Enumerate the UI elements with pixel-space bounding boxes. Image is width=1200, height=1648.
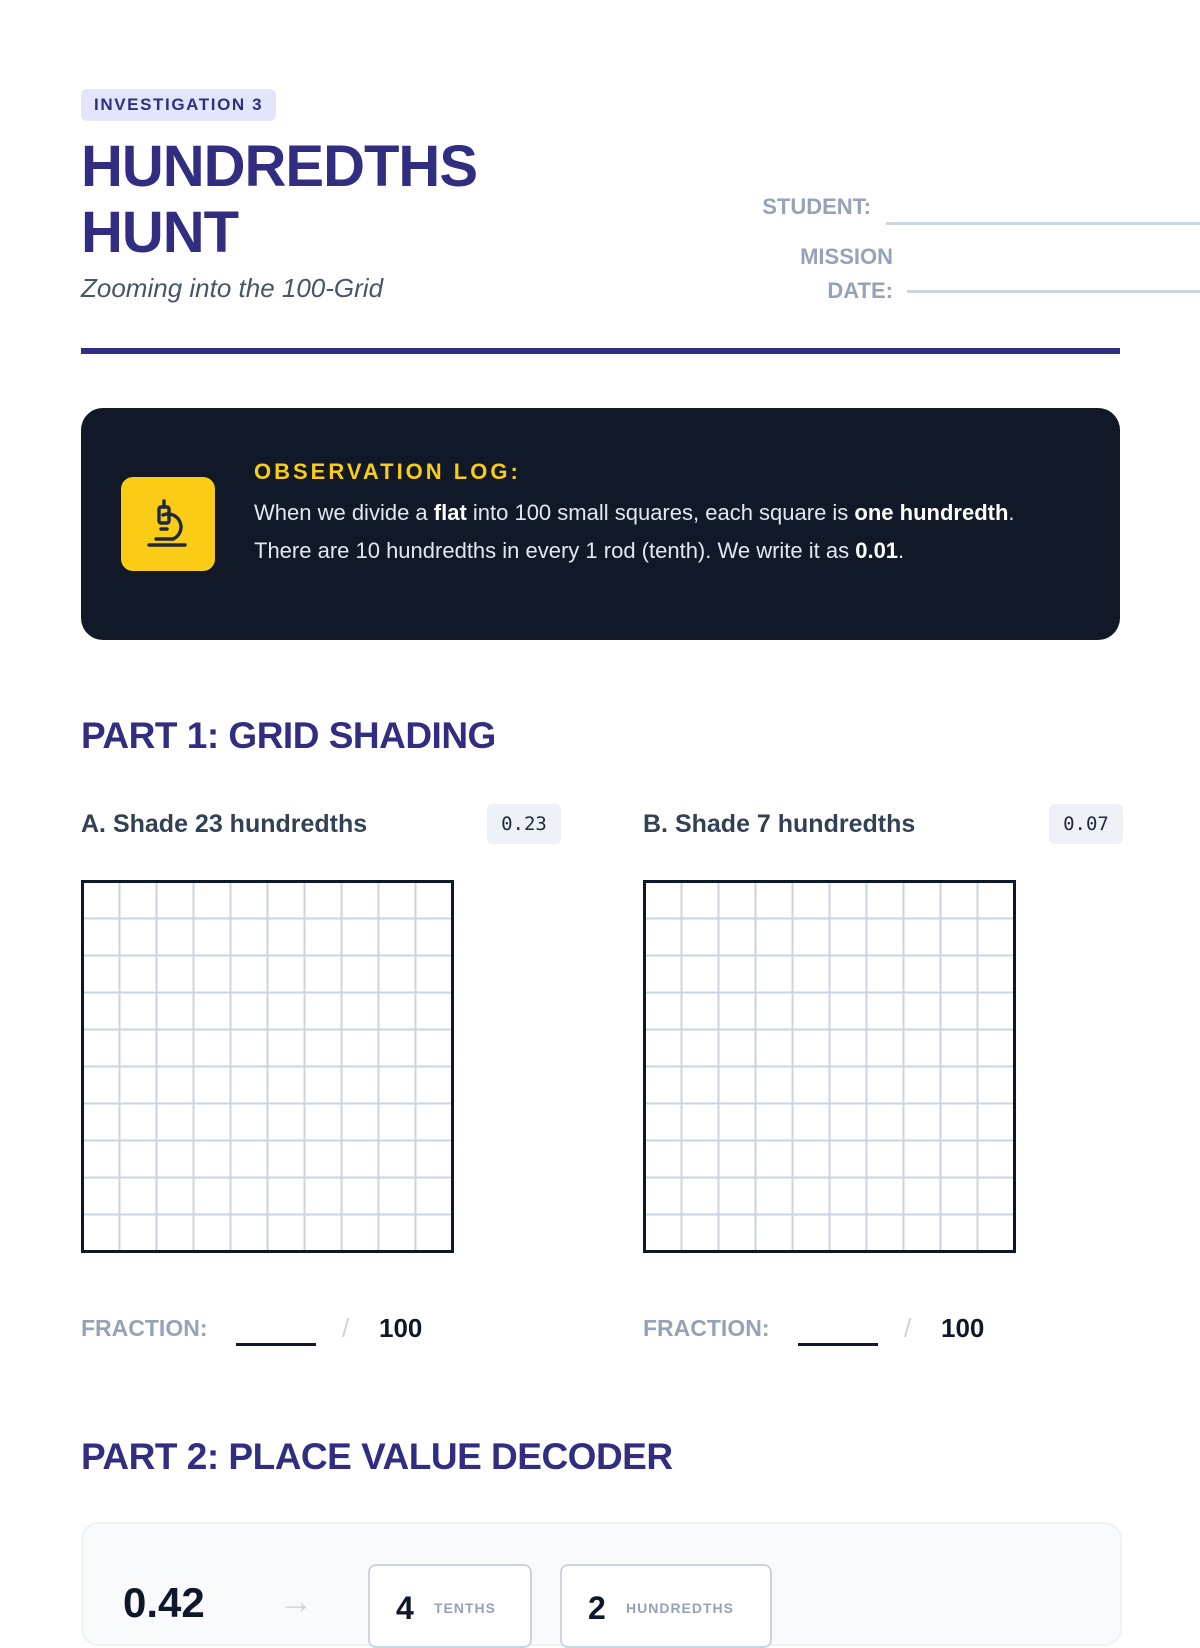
fraction-a-denominator: 100 <box>379 1313 423 1343</box>
observation-log-title: OBSERVATION LOG: <box>254 459 521 484</box>
tenths-unit: TENTHS <box>434 1600 496 1616</box>
observation-log-text: When we divide a flat into 100 small squares, each square is one hundredth. There are 10 hundredths in every 1 rod (tenth). We write it as 0.01. <box>254 500 1015 563</box>
student-label: STUDENT: <box>762 194 871 219</box>
microscope-icon <box>121 477 215 571</box>
task-b-decimal: 0.07 <box>1049 804 1123 844</box>
decoder-number: 0.42 <box>123 1579 205 1626</box>
page-title: HUNDREDTHS HUNT <box>81 134 477 265</box>
tenths-box <box>368 1564 532 1648</box>
observation-log-panel <box>81 408 1120 640</box>
investigation-badge: INVESTIGATION 3 <box>81 89 276 121</box>
hundredths-box <box>560 1564 772 1648</box>
student-name-field[interactable] <box>886 222 1200 225</box>
task-b-label: B. Shade 7 hundredths <box>643 810 916 838</box>
tenths-digit: 4 <box>396 1590 414 1626</box>
fraction-a-numerator-field[interactable] <box>236 1343 316 1346</box>
fraction-b-slash: / <box>904 1313 912 1343</box>
fraction-a-label: FRACTION: <box>81 1315 208 1341</box>
place-value-decoder <box>81 1522 1122 1646</box>
hundredths-digit: 2 <box>588 1590 606 1626</box>
arrow-right-icon: → <box>279 1583 313 1621</box>
fraction-a-slash: / <box>342 1313 350 1343</box>
mission-date-label-line1: MISSION <box>800 244 893 269</box>
fraction-b-denominator: 100 <box>941 1313 985 1343</box>
hundred-grid-b[interactable] <box>643 880 1016 1253</box>
worksheet-page <box>81 0 1120 1626</box>
part2-title: PART 2: PLACE VALUE DECODER <box>81 1436 673 1477</box>
mission-date-field[interactable] <box>907 290 1200 293</box>
fraction-b-numerator-field[interactable] <box>798 1343 878 1346</box>
page-subtitle: Zooming into the 100-Grid <box>81 273 384 303</box>
part1-title: PART 1: GRID SHADING <box>81 715 496 756</box>
header-divider <box>81 348 1120 354</box>
hundredths-unit: HUNDREDTHS <box>626 1600 734 1616</box>
hundred-grid-a[interactable] <box>81 880 454 1253</box>
task-a-label: A. Shade 23 hundredths <box>81 810 368 838</box>
task-a-decimal: 0.23 <box>487 804 561 844</box>
mission-date-label-line2: DATE: <box>827 278 893 303</box>
fraction-b-label: FRACTION: <box>643 1315 770 1341</box>
